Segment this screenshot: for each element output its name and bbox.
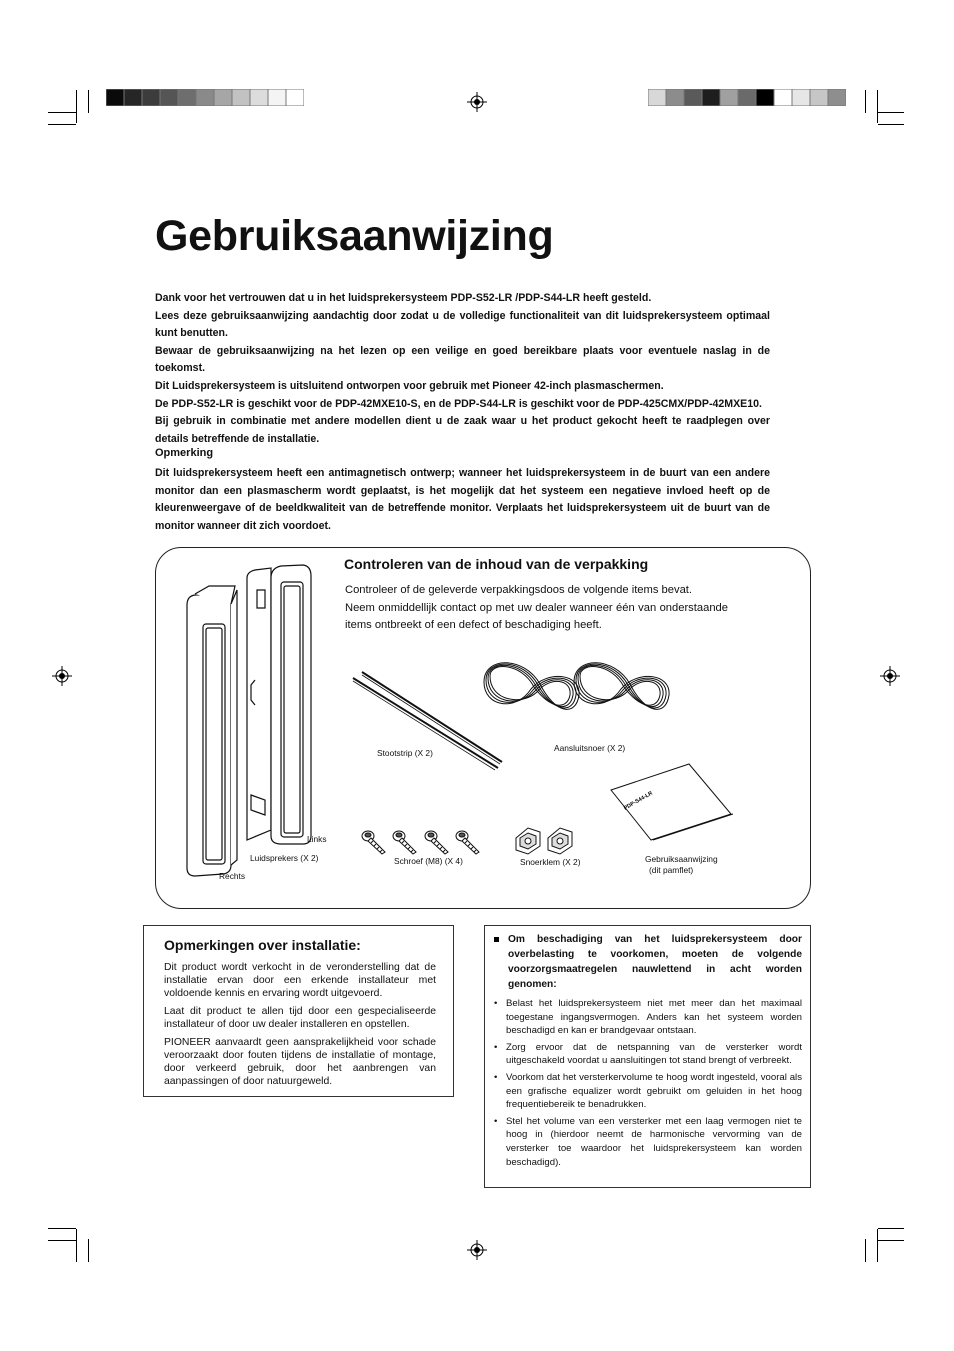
manual-icon: [605, 762, 735, 842]
list-item: [494, 997, 802, 1038]
label-stootstrip: Stootstrip (X 2): [377, 748, 433, 758]
color-swatch: [720, 89, 738, 106]
list-item: [494, 1115, 802, 1169]
warning-item-text: Zorg ervoor dat de netspanning van de versterker wordt uitgeschakeld voordat u aansluitingen tot stand brengt of verbreekt.: [506, 1041, 802, 1067]
contents-line: Controleer of de geleverde verpakkingsdoos de volgende items bevat.: [345, 584, 693, 596]
intro-line: Bij gebruik in combinatie met andere modellen dient u de zaak waar u het product gekocht heeft te raadplegen over details betreffende de installatie.: [155, 415, 770, 445]
label-screw: Schroef (M8) (X 4): [394, 856, 463, 866]
label-speakers: Luidsprekers (X 2): [250, 853, 319, 863]
color-swatch: [828, 89, 846, 106]
warning-item-text: Belast het luidsprekersysteem niet met meer dan het maximaal toegestane ingangsvermogen. Anders kan het systeem worden beschadigd en kan er brandgevaar ontstaan.: [506, 998, 802, 1037]
label-manual-sub: (dit pamflet): [649, 865, 694, 875]
registration-mark-top: [467, 92, 487, 112]
color-swatch: [684, 89, 702, 106]
label-rechts: Rechts: [219, 871, 246, 881]
intro-line: Dit Luidsprekersysteem is uitsluitend ontworpen voor gebruik met Pioneer 42-inch plasmaschermen.: [155, 379, 664, 392]
registration-mark-right: [880, 666, 900, 686]
clamp-icon: [512, 824, 582, 858]
warning-list: [494, 997, 802, 1172]
intro-line: Lees deze gebruiksaanwijzing aandachtig door zodat u de volledige functionaliteit van dit luidsprekersysteem optimaal kunt benutten.: [155, 309, 770, 340]
list-item: [494, 1041, 802, 1068]
color-swatch: [648, 89, 666, 106]
bullet-icon: •: [494, 1115, 498, 1127]
color-swatch: [286, 89, 304, 106]
color-swatch: [810, 89, 828, 106]
page-title: Gebruiksaanwijzing: [155, 212, 554, 260]
cable-icon: [478, 650, 678, 730]
color-swatch: [232, 89, 250, 106]
color-swatch: [268, 89, 286, 106]
intro-line: Dank voor het vertrouwen dat u in het luidsprekersysteem PDP-S52-LR /PDP-S44-LR heeft gesteld.: [155, 292, 652, 304]
label-manual: Gebruiksaanwijzing: [645, 854, 718, 864]
intro-line: Bewaar de gebruiksaanwijzing na het lezen op een veilige en goed bereikbare plaats voor eventuele naslag in de toekomst.: [155, 344, 770, 375]
contents-line: Neem onmiddellijk contact op met uw dealer wanneer één van onderstaande items ontbreekt of een defect of beschadiging heeft.: [345, 601, 728, 632]
color-swatch: [178, 89, 196, 106]
label-cable: Aansluitsnoer (X 2): [554, 743, 626, 753]
speaker-right-icon: [187, 586, 237, 876]
color-swatch: [738, 89, 756, 106]
warning-heading: [494, 932, 802, 992]
warning-heading-text: Om beschadiging van het luidsprekersysteem door overbelasting te voorkomen, moeten de volgende voorzorgsmaatregelen nauwlettend in acht worden genomen:: [508, 934, 802, 990]
color-swatch: [214, 89, 232, 106]
speaker-left-icon: [247, 565, 311, 844]
installation-paragraph: Laat dit product te allen tijd door een gespecialiseerde installateur of door uw dealer installeren en opstellen.: [164, 1006, 436, 1030]
left-color-bar: [106, 89, 304, 106]
registration-mark-bottom: [467, 1240, 487, 1260]
right-color-bar: [648, 89, 846, 106]
color-swatch: [774, 89, 792, 106]
color-swatch: [160, 89, 178, 106]
package-contents-text: [345, 582, 728, 635]
installation-paragraph: PIONEER aanvaardt geen aansprakelijkheid voor schade veroorzaakt door fouten tijdens de installatie of montage, door verkeerd gebruik, door het aanbrengen van aanpassingen of door natuurgeweld.: [164, 1037, 436, 1087]
color-swatch: [756, 89, 774, 106]
warning-item-text: Voorkom dat het versterkervolume te hoog wordt ingesteld, vooral als een grafische equalizer wordt gebruikt om geluiden in het hoog frequentiebereik te benadrukken.: [506, 1071, 802, 1111]
installation-heading: Opmerkingen over installatie:: [164, 937, 361, 953]
color-swatch: [250, 89, 268, 106]
bullet-icon: •: [494, 998, 498, 1009]
color-swatch: [106, 89, 124, 106]
package-contents-heading: Controleren van de inhoud van de verpakking: [344, 556, 649, 572]
color-swatch: [124, 89, 142, 106]
installation-text: [164, 961, 436, 1093]
color-swatch: [196, 89, 214, 106]
color-swatch: [702, 89, 720, 106]
note-heading: Opmerking: [155, 447, 214, 459]
bullet-icon: •: [494, 1041, 498, 1053]
label-links: Links: [307, 834, 327, 844]
intro-text: [155, 290, 770, 448]
color-swatch: [792, 89, 810, 106]
color-swatch: [142, 89, 160, 106]
note-text: Dit luidsprekersysteem heeft een antimagnetisch ontwerp; wanneer het luidsprekersysteem in de buurt van een andere monitor dan een plasmascherm wordt geplaatst, is het mogelijk dat het systeem een negatieve invloed heeft op de kleurenweergave of de beeldkwaliteit van de betreffende monitor. Verplaats het luidsprekersysteem uit de buurt van de monitor wanneer dit zich voordoet.: [155, 467, 770, 532]
color-swatch: [666, 89, 684, 106]
registration-mark-left: [52, 666, 72, 686]
bullet-icon: •: [494, 1071, 498, 1083]
manual-cover-text: PDP-S44-LR: [623, 790, 654, 812]
warning-item-text: Stel het volume van een versterker met een laag vermogen niet te hoog in (hierdoor neemt de harmonische vervorming van de versterker toe waardoor het luidsprekersysteem kan worden beschadigd).: [506, 1115, 802, 1168]
intro-line: De PDP-S52-LR is geschikt voor de PDP-42MXE10-S, en de PDP-S44-LR is geschikt voor de PDP-425CMX/PDP-42MXE10.: [155, 397, 762, 410]
installation-paragraph: Dit product wordt verkocht in de veronderstelling dat de installatie ervan door een erkende installateur met voldoende kennis en ervaring wordt uitgevoerd.: [164, 962, 436, 999]
square-bullet-icon: [494, 937, 499, 942]
speakers-illustration: [175, 560, 325, 885]
list-item: [494, 1071, 802, 1112]
label-clamp: Snoerklem (X 2): [520, 857, 581, 867]
